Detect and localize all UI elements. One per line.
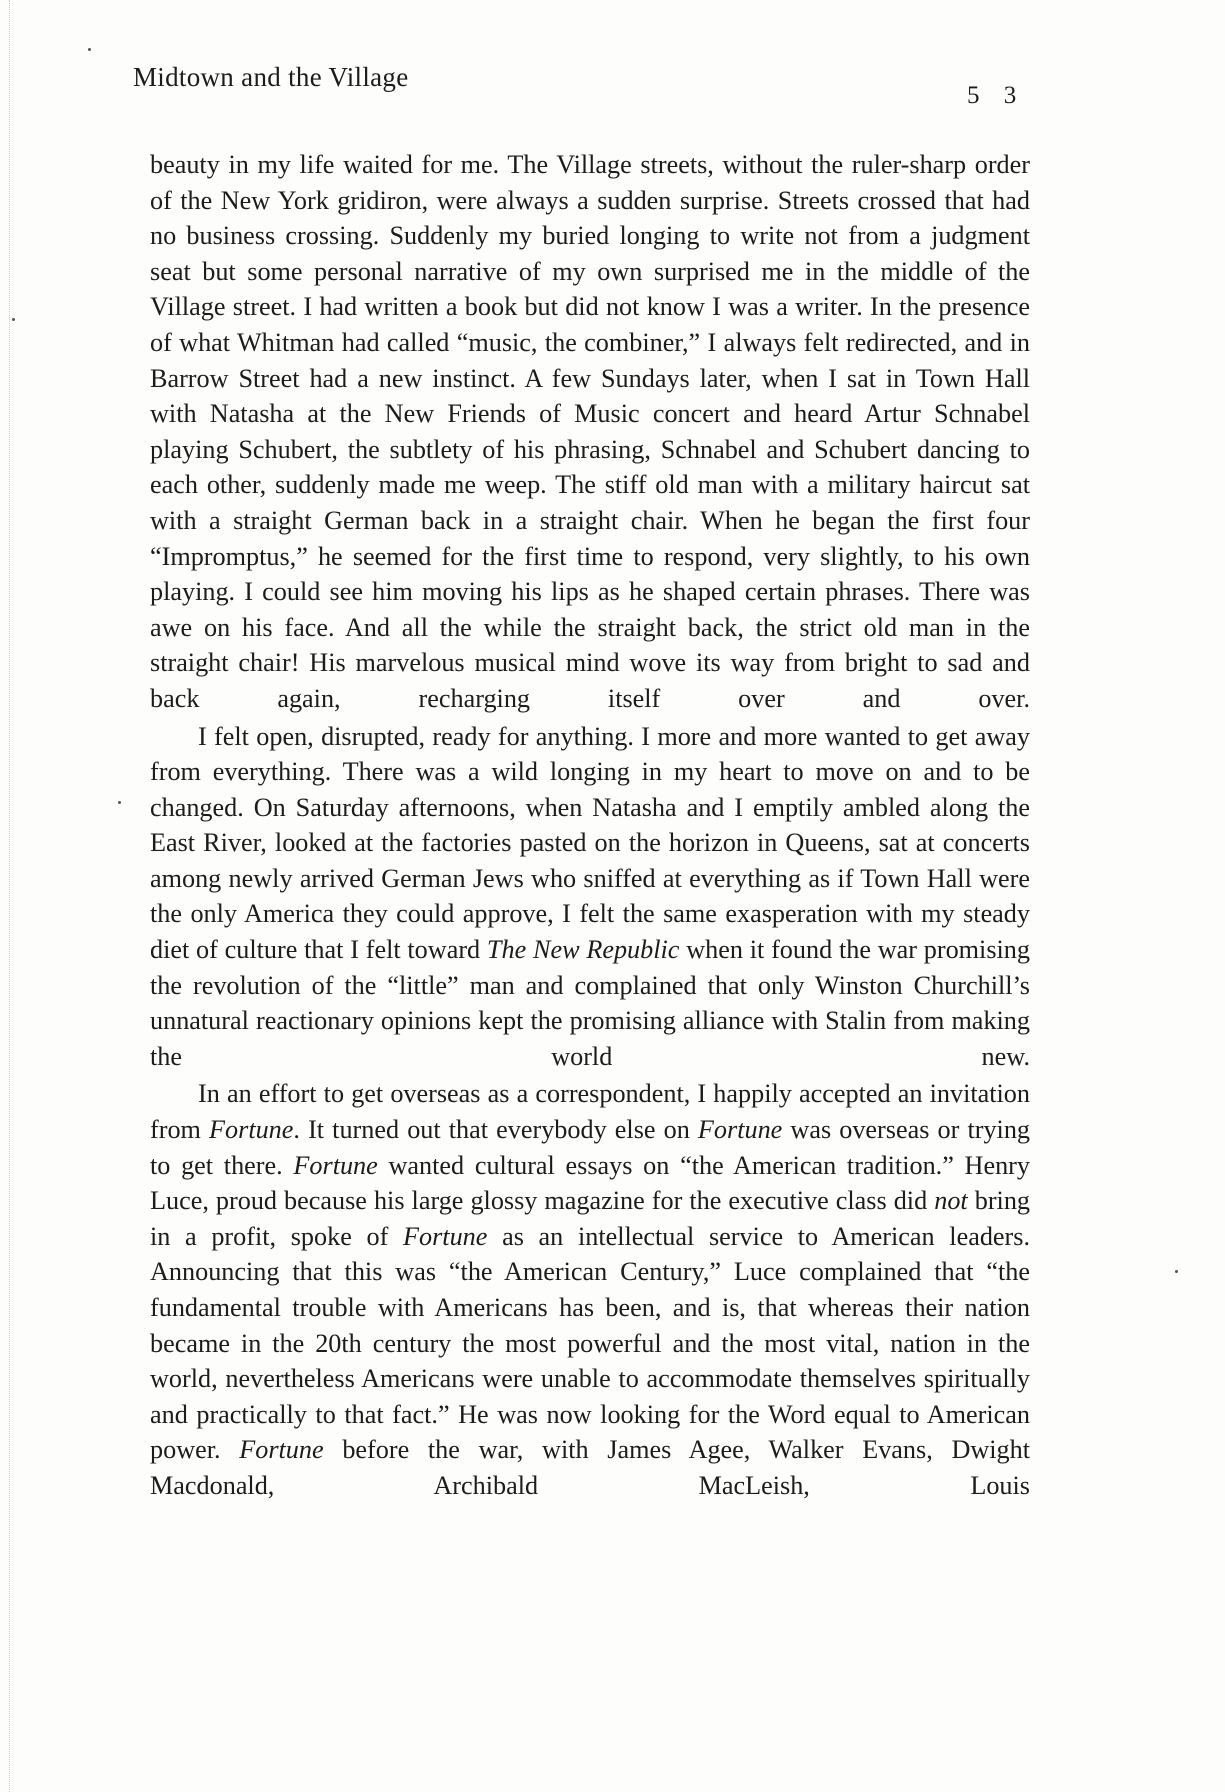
italic-text: Fortune	[697, 1115, 783, 1145]
scan-speck	[1175, 1270, 1178, 1273]
italic-text: Fortune	[239, 1435, 324, 1465]
text-run: before the war, with James Agee, Walker Evans, Dwight Macdonald, Archibald MacLeish, Louis	[150, 1435, 1031, 1500]
text-run: as an intellectual service to American leaders. Announcing that this was “the American Century,” Luce complained that “the fundamental trouble with Americans has been, and is, that whereas their nation became in the 20th century the most powerful and the most vital, nation in the world, nevertheless Americans were unable to accommodate themselves spiritually and practically to that fact.” He was now looking for the Word equal to American power.	[150, 1221, 1030, 1465]
italic-text: The New Republic	[486, 935, 680, 965]
scan-speck	[118, 801, 121, 804]
text-run: when it found the war promising the revolution of the “little” man and complained that only Winston Churchill’s unnatural reactionary opinions kept the promising alliance with Stalin from making the world new.	[150, 935, 1030, 1071]
italic-text: Fortune	[403, 1221, 488, 1251]
body-text	[150, 147, 1030, 1504]
text-run: bring in a profit, spoke of	[150, 1186, 1031, 1251]
text-run: wanted cultural essays on “the American tradition.” Henry Luce, proud because his large glossy magazine for the executive class did	[150, 1150, 1030, 1216]
scan-speck	[12, 318, 15, 321]
paragraph	[150, 1076, 1030, 1503]
scan-speck	[88, 48, 91, 51]
paragraph	[150, 147, 1030, 717]
text-run: was overseas or trying to get there.	[150, 1115, 1031, 1180]
page-number: 5 3	[967, 82, 1026, 109]
running-head: Midtown and the Village	[133, 62, 409, 92]
page-edge	[0, 0, 10, 1792]
italic-text: not	[934, 1186, 968, 1216]
text-run: . It turned out that everybody else on	[293, 1115, 698, 1145]
text-run: In an effort to get overseas as a correspondent, I happily accepted an invitation from	[150, 1079, 1030, 1145]
italic-text: Fortune	[209, 1115, 294, 1145]
text-run: beauty in my life waited for me. The Village streets, without the ruler-sharp order of the New York gridiron, were always a sudden surprise. Streets crossed that had no business crossing. Suddenly my buried longing to write not from a judgment seat but some personal narrative of my own surprised me in the middle of the Village street. I had written a book but did not know I was a writer. In the presence of what Whitman had called “music, the combiner,” I always felt redirected, and in Barrow Street had a new instinct. A few Sundays later, when I sat in Town Hall with Natasha at the New Friends of Music concert and heard Artur Schnabel playing Schubert, the subtlety of his phrasing, Schnabel and Schubert dancing to each other, suddenly made me weep. The stiff old man with a military haircut sat with a straight German back in a straight chair. When he began the first four “Impromptus,” he seemed for the first time to respond, very slightly, to his own playing. I could see him moving his lips as he shaped certain phrases. There was awe on his face. And all the while the straight back, the strict old man in the straight chair! His marvelous musical mind wove its way from bright to sad and back again, recharging itself over and over.	[150, 150, 1030, 713]
italic-text: Fortune	[293, 1150, 378, 1180]
text-run: I felt open, disrupted, ready for anything. I more and more wanted to get away from everything. There was a wild longing in my heart to move on and to be changed. On Saturday afternoons, when Natasha and I emptily ambled along the East River, looked at the factories pasted on the horizon in Queens, sat at concerts among newly arrived German Jews who sniffed at everything as if Town Hall were the only America they could approve, I felt the same exasperation with my steady diet of culture that I felt toward	[150, 721, 1030, 965]
paragraph	[150, 719, 1030, 1075]
